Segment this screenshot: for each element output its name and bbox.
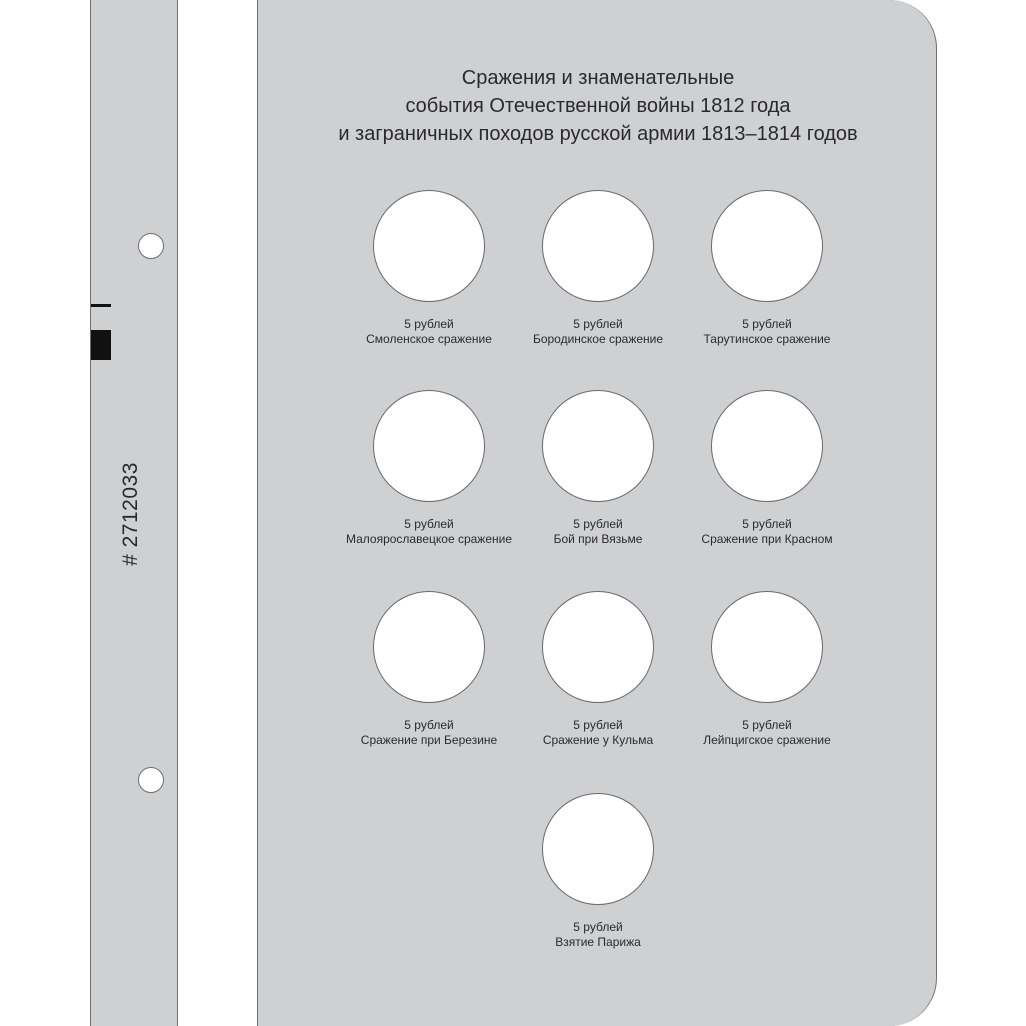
coin-cell[interactable] bbox=[711, 591, 823, 703]
coin-cell[interactable] bbox=[373, 591, 485, 703]
coin-slot-maloyaroslavets bbox=[344, 390, 514, 547]
binder-hole-top bbox=[138, 233, 164, 259]
coin-event-name: Лейпцигское сражение bbox=[703, 733, 831, 747]
registration-mark-thick bbox=[91, 330, 111, 360]
coin-slot-berezina bbox=[344, 591, 514, 748]
coin-event-name: Сражение при Красном bbox=[701, 532, 833, 546]
coin-slot-smolensk bbox=[344, 190, 514, 347]
binder-hole-bottom bbox=[138, 767, 164, 793]
coin-slot-tarutino bbox=[682, 190, 852, 347]
coin-event-name: Тарутинское сражение bbox=[703, 332, 831, 346]
coin-denomination: 5 рублей bbox=[404, 517, 454, 531]
page-title bbox=[258, 64, 938, 148]
coin-denomination: 5 рублей bbox=[404, 718, 454, 732]
coin-slot-paris bbox=[513, 793, 683, 950]
title-line-3: и заграничных походов русской армии 1813–1814 годов bbox=[338, 123, 858, 145]
coin-denomination: 5 рублей bbox=[742, 718, 792, 732]
registration-mark-thin bbox=[91, 304, 111, 307]
coin-cell[interactable] bbox=[711, 190, 823, 302]
coin-slot-borodino bbox=[513, 190, 683, 347]
coin-event-name: Смоленское сражение bbox=[366, 332, 492, 346]
catalog-number: # 2712033 bbox=[119, 462, 142, 566]
title-line-2: события Отечественной войны 1812 года bbox=[405, 95, 791, 117]
coin-denomination: 5 рублей bbox=[404, 317, 454, 331]
title-line-1: Сражения и знаменательные bbox=[461, 67, 735, 89]
coin-event-name: Взятие Парижа bbox=[555, 935, 641, 949]
coin-cell[interactable] bbox=[373, 190, 485, 302]
coin-event-name: Сражение при Березине bbox=[360, 733, 498, 747]
coin-denomination: 5 рублей bbox=[573, 920, 623, 934]
coin-denomination: 5 рублей bbox=[742, 517, 792, 531]
coin-denomination: 5 рублей bbox=[573, 718, 623, 732]
coin-cell[interactable] bbox=[542, 190, 654, 302]
coin-event-name: Малоярославецкое сражение bbox=[345, 532, 513, 546]
coin-denomination: 5 рублей bbox=[742, 317, 792, 331]
coin-slot-leipzig bbox=[682, 591, 852, 748]
coin-page bbox=[257, 0, 937, 1026]
coin-cell[interactable] bbox=[542, 591, 654, 703]
coin-denomination: 5 рублей bbox=[573, 517, 623, 531]
coin-cell[interactable] bbox=[711, 390, 823, 502]
coin-slot-vyazma bbox=[513, 390, 683, 547]
coin-event-name: Бородинское сражение bbox=[532, 332, 664, 346]
coin-denomination: 5 рублей bbox=[573, 317, 623, 331]
coin-cell[interactable] bbox=[373, 390, 485, 502]
coin-event-name: Бой при Вязьме bbox=[553, 532, 643, 546]
coin-cell[interactable] bbox=[542, 793, 654, 905]
coin-slot-kulm bbox=[513, 591, 683, 748]
coin-event-name: Сражение у Кульма bbox=[542, 733, 654, 747]
coin-cell[interactable] bbox=[542, 390, 654, 502]
coin-slot-krasnoi bbox=[682, 390, 852, 547]
